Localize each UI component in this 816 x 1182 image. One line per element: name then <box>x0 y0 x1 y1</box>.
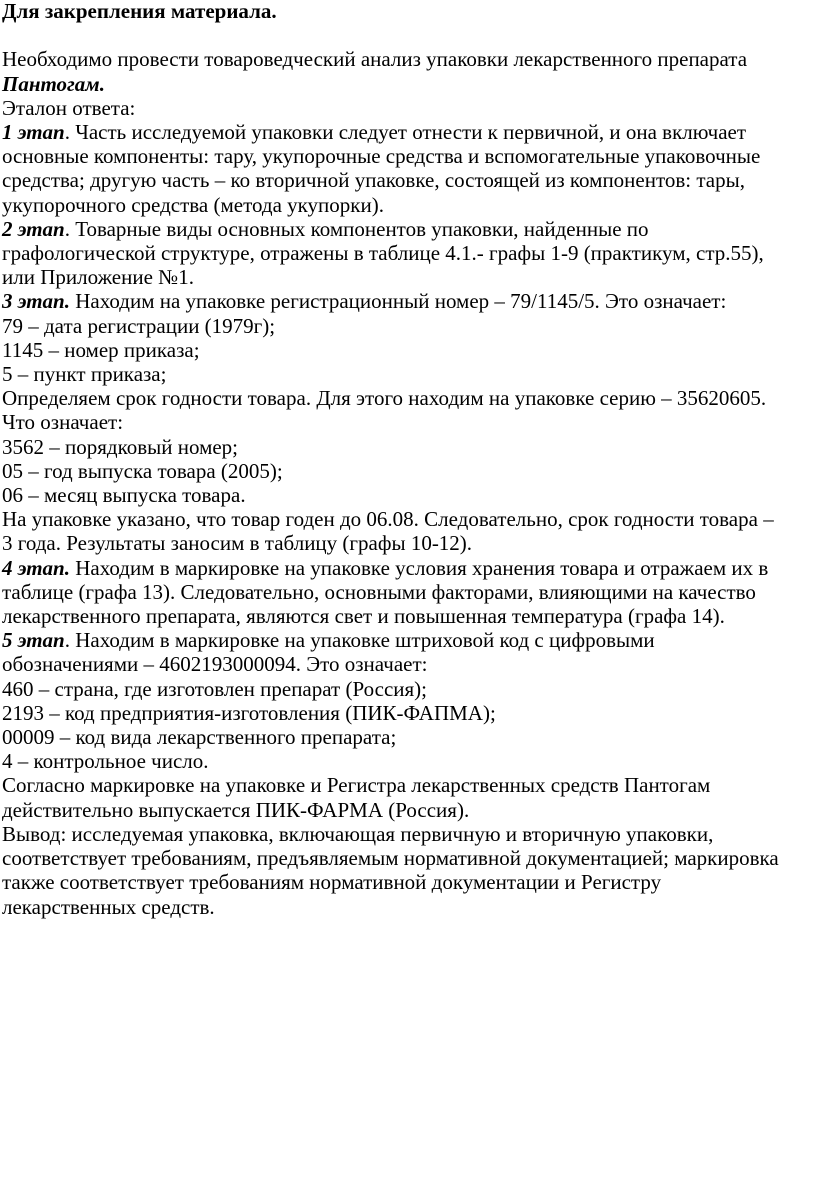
stage3-item: 5 – пункт приказа; <box>2 362 167 387</box>
stage3-item: Что означает: <box>2 410 124 435</box>
stage3-item: 05 – год выпуска товара (2005); <box>2 458 283 483</box>
conclusion-line: лекарственных средств. <box>2 894 215 919</box>
stage4-label: 4 этап. <box>2 555 70 580</box>
stage2-label: 2 этап <box>2 216 65 241</box>
stage5-item: 460 – страна, где изготовлен препарат (Россия); <box>2 676 427 701</box>
product-name: Пантогам. <box>2 71 105 96</box>
stage2-line3: или Приложение №1. <box>2 265 194 290</box>
document-title: Для закрепления материала. <box>2 0 277 23</box>
stage5-item: 2193 – код предприятия-изготовления (ПИК-ФАПМА); <box>2 700 496 725</box>
blank-line <box>2 23 812 47</box>
stage3-item: Определяем срок годности товара. Для этого находим на упаковке серию – 35620605. <box>2 386 767 411</box>
stage5-line1: 5 этап. Находим в маркировке на упаковке штриховой код с цифровыми <box>2 628 655 653</box>
stage1-line4: укупорочного средства (метода укупорки). <box>2 192 384 217</box>
stage5-label: 5 этап <box>2 628 65 653</box>
stage5-item: 00009 – код вида лекарственного препарата; <box>2 725 397 750</box>
stage5-item: Согласно маркировке на упаковке и Регистра лекарственных средств Пантогам <box>2 773 711 798</box>
conclusion-line: Вывод: исследуемая упаковка, включающая первичную и вторичную упаковки, <box>2 821 714 846</box>
stage1-label: 1 этап <box>2 120 65 144</box>
stage3-item: 3562 – порядковый номер; <box>2 434 239 459</box>
stage5-item: обозначениями – 4602193000094. Это означает: <box>2 652 428 677</box>
stage1-line2: основные компоненты: тару, укупорочные средства и вспомогательные упаковочные <box>2 144 761 169</box>
reference-label: Эталон ответа: <box>2 95 136 120</box>
stage3-item: 06 – месяц выпуска товара. <box>2 483 246 508</box>
stage3-item: 79 – дата регистрации (1979г); <box>2 313 276 338</box>
intro-text: Необходимо провести товароведческий анализ упаковки лекарственного препарата <box>2 47 748 72</box>
stage4-line3: лекарственного препарата, являются свет и повышенная температура (графа 14). <box>2 604 725 629</box>
stage2-line1: 2 этап. Товарные виды основных компонентов упаковки, найденные по <box>2 216 649 241</box>
stage3-label: 3 этап. <box>2 289 70 314</box>
stage2-line2: графологической структуре, отражены в таблице 4.1.- графы 1-9 (практикум, стр.55), <box>2 241 764 266</box>
stage1-line1: 1 этап. Часть исследуемой упаковки следует отнести к первичной, и она включает <box>2 120 747 144</box>
stage3-item: 1145 – номер приказа; <box>2 337 200 362</box>
stage5-item: 4 – контрольное число. <box>2 749 209 774</box>
stage3-item: 3 года. Результаты заносим в таблицу (графы 10-12). <box>2 531 473 556</box>
stage4-line1: 4 этап. Находим в маркировке на упаковке условия хранения товара и отражаем их в <box>2 555 769 580</box>
stage5-item: действительно выпускается ПИК-ФАРМА (Россия). <box>2 797 470 822</box>
stage1-line3: средства; другую часть – ко вторичной упаковке, состоящей из компонентов: тары, <box>2 168 745 193</box>
stage3-item: На упаковке указано, что товар годен до 06.08. Следовательно, срок годности товара – <box>2 507 774 532</box>
conclusion-line: соответствует требованиям, предъявляемым нормативной документацией; маркировка <box>2 846 779 871</box>
stage4-line2: таблице (графа 13). Следовательно, основными факторами, влияющими на качество <box>2 579 756 604</box>
conclusion-line: также соответствует требованиям нормативной документации и Регистру <box>2 870 662 895</box>
stage3-line1: 3 этап. Находим на упаковке регистрационный номер – 79/1145/5. Это означает: <box>2 289 727 314</box>
